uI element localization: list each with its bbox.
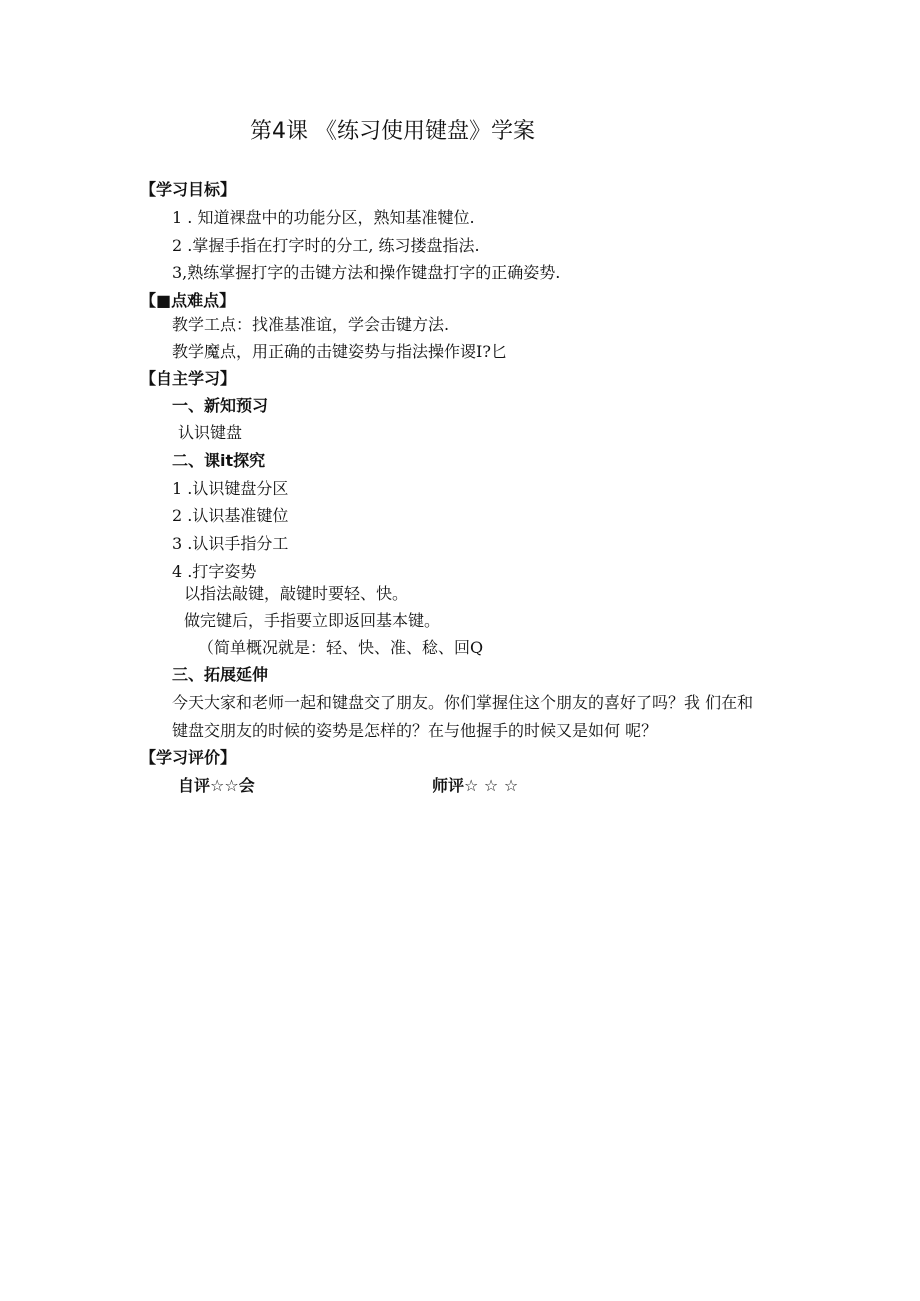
key-points-heading: 【■点难点】 [140, 291, 236, 310]
part2-note-2: 做完键后，手指要立即返回基本键。 [184, 611, 441, 630]
key-point-item-2: 教学魔点，用正确的击键姿势与指法操作谡I?匕 [172, 342, 507, 361]
part1-text: 认识键盘 [178, 423, 243, 442]
part2-note-1: 以指法敲键，敲键时要轻、快。 [184, 584, 409, 603]
part3-line-1: 今天大家和老师一起和键盘交了朋友。你们掌握住这个朋友的喜好了吗？我 们在和 [172, 693, 754, 712]
part2-heading: 二、课it探究 [172, 451, 266, 470]
evaluation-heading: 【学习评价】 [140, 748, 237, 767]
part2-item-4: 4 .打字姿势 [172, 562, 257, 581]
page-title: 第4课 《练习使用键盘》学案 [250, 119, 535, 144]
part1-heading: 一、新知预习 [172, 396, 269, 415]
teacher-evaluation: 师评☆ ☆ ☆ [432, 776, 519, 795]
part2-item-3: 3 .认识手指分工 [172, 534, 289, 553]
objective-item-1: 1 . 知道裸盘中的功能分区，熟知基准犍位. [172, 208, 475, 227]
part2-item-1: 1 .认识键盘分区 [172, 479, 289, 498]
key-point-item-1: 教学工点：找准基准谊，学会击键方法. [172, 315, 450, 334]
part3-heading: 三、拓展延伸 [172, 665, 269, 684]
objective-item-2: 2 .掌握手指在打字时的分工, 练习搂盘指法. [172, 236, 480, 255]
objectives-heading: 【学习目标】 [140, 180, 237, 199]
objective-item-3: 3,熟练掌握打字的击键方法和操作键盘打字的正确姿势. [172, 263, 561, 282]
part3-line-2: 键盘交朋友的时候的姿势是怎样的？在与他握手的时候又是如何 呢？ [172, 721, 658, 740]
self-evaluation: 自评☆☆会 [178, 776, 255, 795]
part2-item-2: 2 .认识基准键位 [172, 506, 289, 525]
self-study-heading: 【自主学习】 [140, 369, 237, 388]
part2-note-3: （简单概况就是：轻、快、准、稔、回Q [198, 638, 484, 657]
